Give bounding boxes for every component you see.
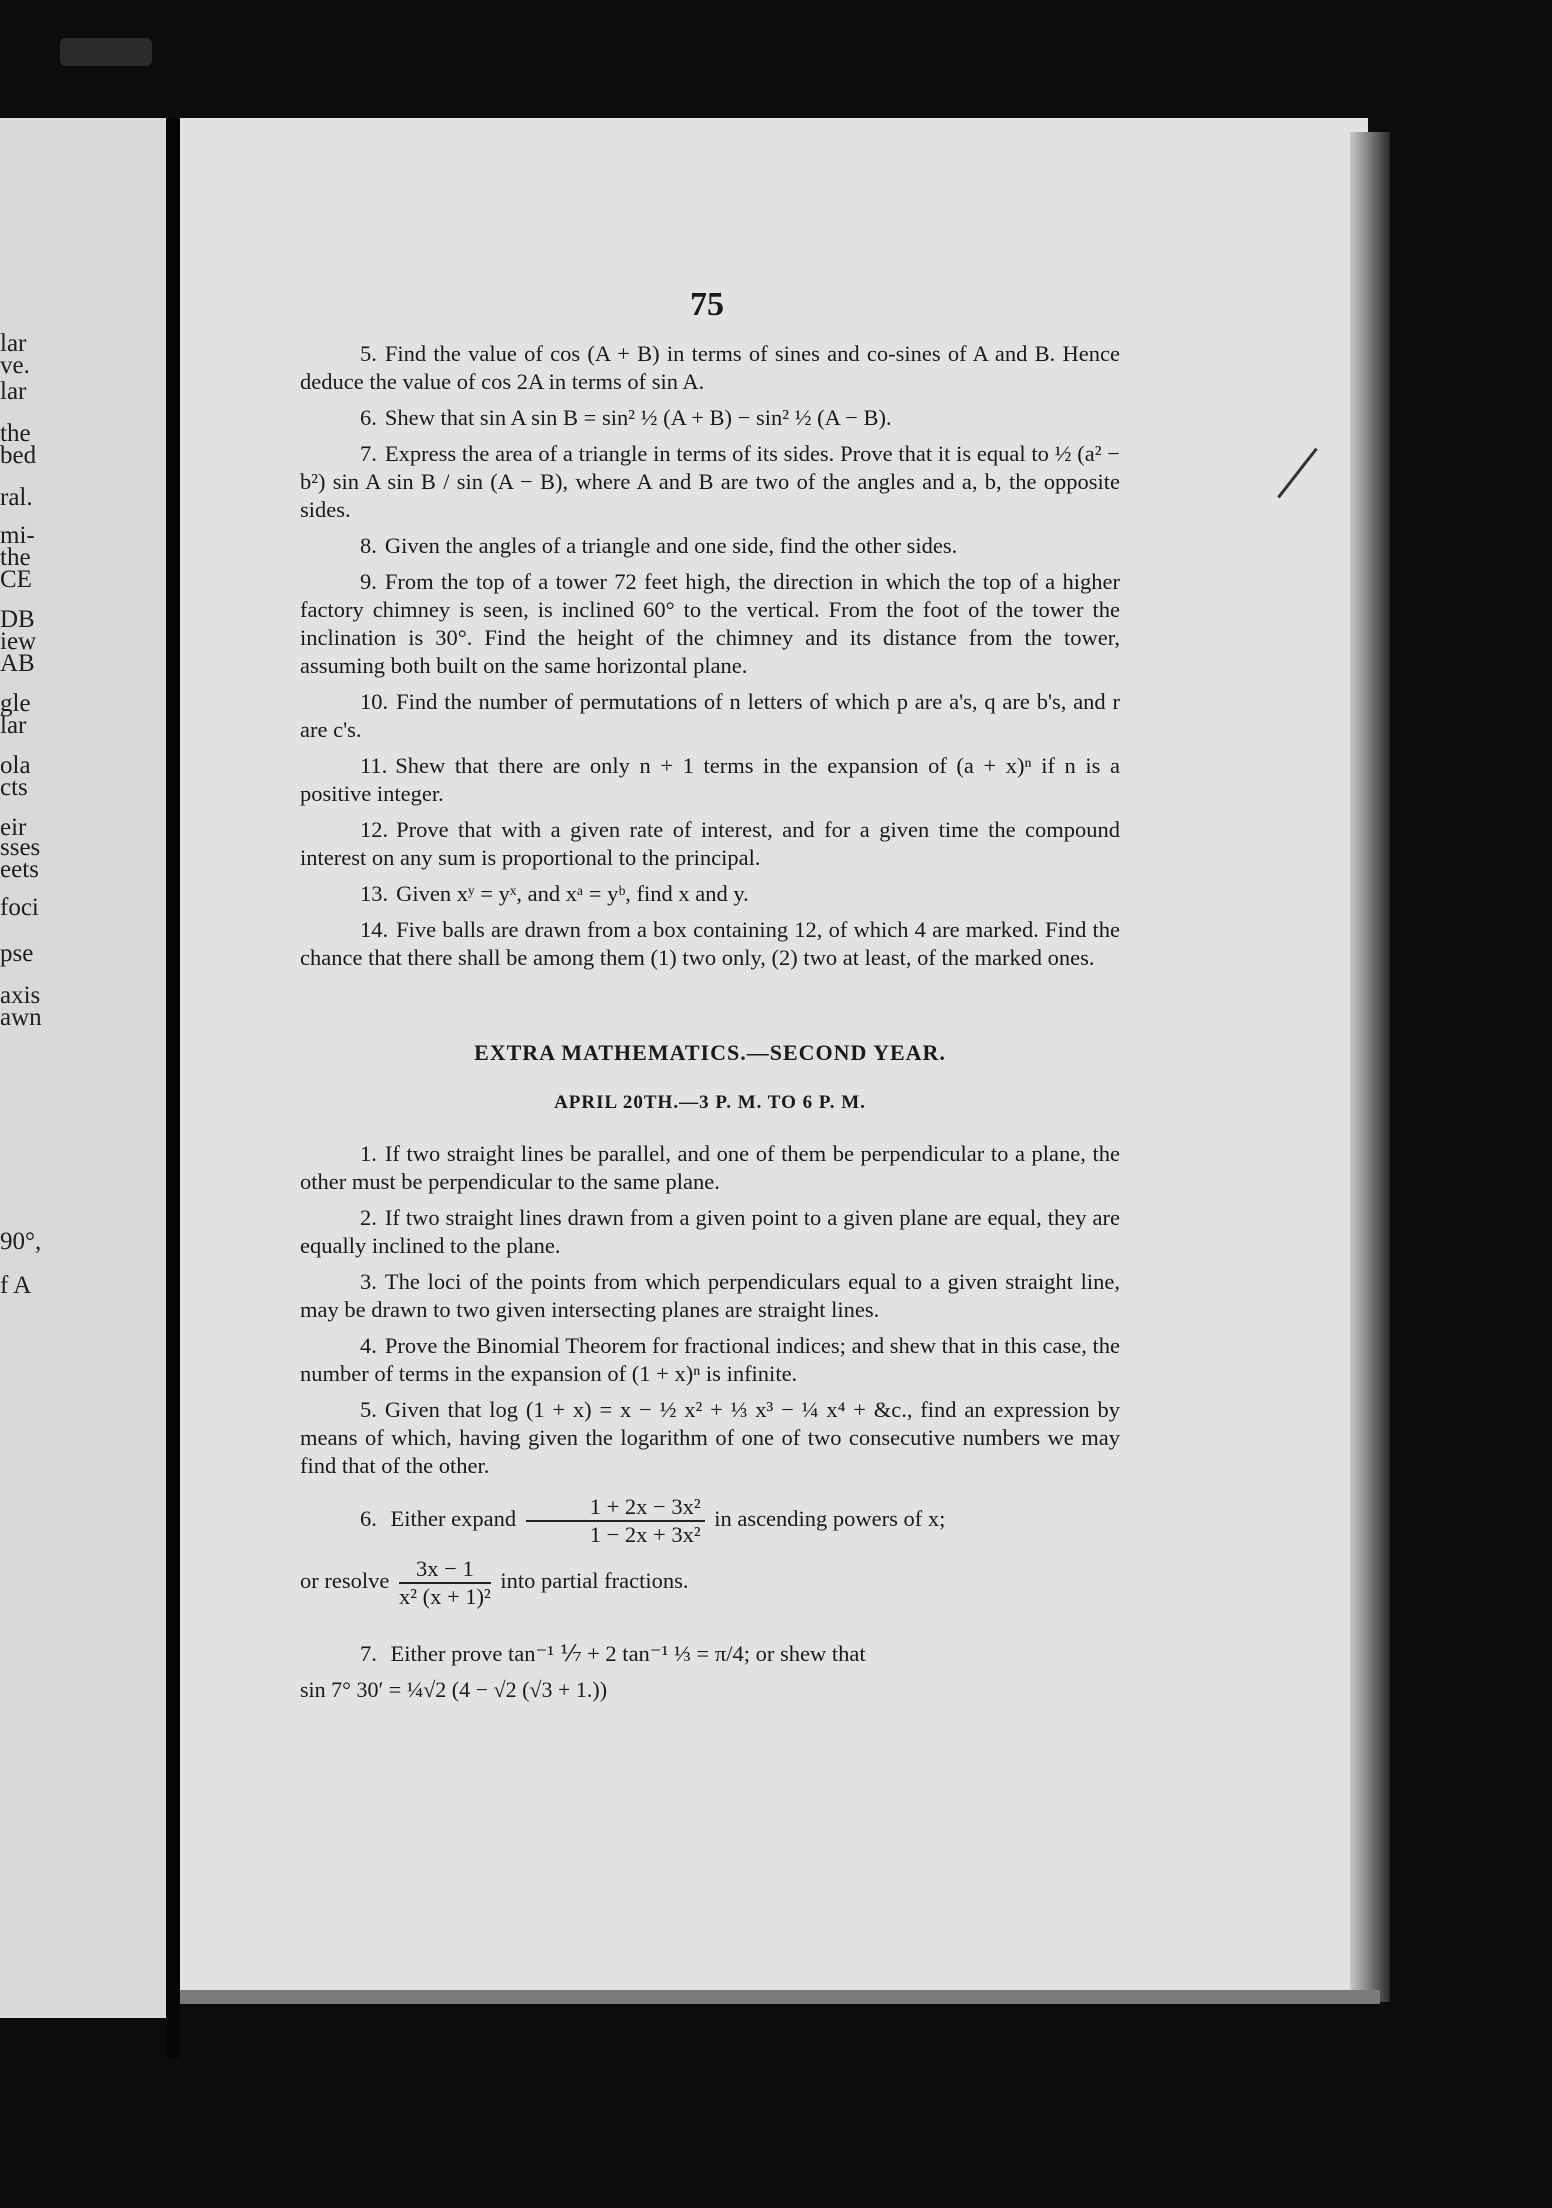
question-6 (300, 1494, 1120, 1548)
question-6-or-tail: into partial fractions. (500, 1568, 689, 1594)
left-page-text-fragment: lar (0, 378, 27, 405)
question-number: 14. (360, 917, 389, 942)
left-page-text-fragment: lar (0, 712, 27, 739)
question-text: Given xʸ = yˣ, and xᵃ = yᵇ, find x and y. (396, 881, 749, 906)
question-7-formula: sin 7° 30′ = ¼√2 (4 − √2 (√3 + 1.)) (300, 1677, 608, 1702)
question-number: 3. (360, 1269, 377, 1294)
question-text: Shew that there are only n + 1 terms in the expansion of (a + x)ⁿ if n is a positive integer. (300, 753, 1120, 806)
left-page-text-fragment: cts (0, 774, 28, 801)
left-page-text-fragment: bed (0, 442, 37, 469)
question-6-or: or resolve (300, 1568, 390, 1594)
question-text: Find the value of cos (A + B) in terms of sines and co-sines of A and B. Hence deduce the value of cos 2A in terms of sin A. (300, 341, 1120, 394)
question-text: Prove that with a given rate of interest, and for a given time the compound interest on any sum is proportional to the principal. (300, 817, 1120, 870)
question-number: 11. (360, 753, 388, 778)
question-number: 6. (360, 1506, 377, 1532)
question-item (300, 816, 1120, 872)
book-spine (166, 118, 180, 2058)
question-number: 2. (360, 1205, 377, 1230)
question-item (300, 340, 1120, 396)
fraction-2-numerator: 3x − 1 (399, 1556, 491, 1584)
question-number: 12. (360, 817, 389, 842)
fraction-1-numerator: 1 + 2x − 3x² (526, 1494, 705, 1522)
page-edge (1350, 132, 1390, 2002)
page-bottom-edge (180, 1990, 1380, 2004)
question-number: 5. (360, 1397, 377, 1422)
left-page-text-fragment: pse (0, 940, 34, 967)
left-page-text-fragment: f A (0, 1272, 32, 1299)
question-number: 5. (360, 341, 377, 366)
page-body (300, 340, 1120, 1712)
left-page-text-fragment: DB (0, 606, 35, 633)
question-text: Prove the Binomial Theorem for fractional indices; and shew that in this case, the number of terms in the expansion of (1 + x)ⁿ is infinite. (300, 1333, 1120, 1386)
question-text: Given the angles of a triangle and one side, find the other sides. (384, 533, 958, 558)
question-text: Given that log (1 + x) = x − ½ x² + ⅓ x³ − ¼ x⁴ + &c., find an expression by means of which, having given the logarithm of one of two consecutive numbers we may find that of the other. (300, 1397, 1120, 1478)
question-number: 7. (360, 441, 377, 466)
question-text: Express the area of a triangle in terms of its sides. Prove that it is equal to ½ (a² − b²) sin A sin B / sin (A − B), where A and B are two of the angles and a, b, the opposite sides. (300, 441, 1120, 522)
left-page-text-fragment: 90°, (0, 1228, 42, 1255)
question-item (300, 1204, 1120, 1260)
fraction-1-denominator: 1 − 2x + 3x² (589, 1522, 701, 1547)
question-number: 7. (360, 1641, 377, 1666)
left-page-text-fragment: foci (0, 894, 39, 921)
question-list-part1 (300, 340, 1120, 972)
left-page-text-fragment: mi- (0, 522, 35, 549)
question-number: 9. (360, 569, 377, 594)
question-item (300, 1268, 1120, 1324)
question-list-part2 (300, 1140, 1120, 1480)
section-time: APRIL 20TH.—3 P. M. TO 6 P. M. (554, 1092, 866, 1113)
left-page-text-fragment: the (0, 544, 31, 571)
question-6-alt (300, 1556, 1120, 1610)
question-text: From the top of a tower 72 feet high, the direction in which the top of a higher factory chimney is seen, is inclined 60° to the vertical. From the foot of the tower the inclination is 30°. Find the height of the chimney and its distance from the tower, assuming both built on the same horizontal plane. (300, 569, 1120, 678)
left-page-text-fragment: gle (0, 690, 31, 717)
question-text: Shew that sin A sin B = sin² ½ (A + B) − sin² ½ (A − B). (384, 405, 892, 430)
question-number: 4. (360, 1333, 377, 1358)
left-page-text-fragment: ral. (0, 484, 33, 511)
left-page-text-fragment: CE (0, 566, 32, 593)
question-text: If two straight lines be parallel, and one of them be perpendicular to a plane, the other must be perpendicular to the same plane. (300, 1141, 1120, 1194)
question-number: 6. (360, 405, 377, 430)
left-page-text-fragment: AB (0, 650, 35, 677)
fraction-2-denominator: x² (x + 1)² (398, 1584, 491, 1609)
left-page-text-fragment: eets (0, 856, 39, 883)
left-page-text-fragment: the (0, 420, 31, 447)
question-item (300, 1332, 1120, 1388)
question-number: 8. (360, 533, 377, 558)
left-page-text-fragment: ola (0, 752, 31, 779)
left-page-text-fragment: awn (0, 1004, 42, 1031)
question-text: The loci of the points from which perpendiculars equal to a given straight line, may be drawn to two given intersecting planes are straight lines. (300, 1269, 1120, 1322)
question-item (300, 1140, 1120, 1196)
question-item (300, 880, 1120, 908)
left-page-fragment (0, 118, 168, 2018)
question-6-tail: in ascending powers of x; (714, 1506, 946, 1532)
fraction-1 (526, 1494, 705, 1548)
fraction-2 (399, 1556, 491, 1610)
question-number: 10. (360, 689, 389, 714)
left-page-text-fragment: axis (0, 982, 41, 1009)
corner-smudge (60, 38, 152, 66)
question-7 (300, 1640, 1120, 1668)
question-number: 1. (360, 1141, 377, 1166)
page-number: 75 (690, 286, 724, 323)
question-text: If two straight lines drawn from a given point to a given plane are equal, they are equally inclined to the plane. (300, 1205, 1120, 1258)
left-page-text-fragment: sses (0, 834, 41, 861)
question-item (300, 404, 1120, 432)
question-item (300, 752, 1120, 808)
question-item (300, 1396, 1120, 1480)
question-item (300, 688, 1120, 744)
question-text: Five balls are drawn from a box containing 12, of which 4 are marked. Find the chance that there shall be among them (1) two only, (2) two at least, of the marked ones. (300, 917, 1120, 970)
question-item (300, 532, 1120, 560)
left-page-text-fragment: iew (0, 628, 37, 655)
left-page-text-fragment: ve. (0, 352, 30, 379)
question-item (300, 916, 1120, 972)
question-number: 13. (360, 881, 389, 906)
section-title: EXTRA MATHEMATICS.—SECOND YEAR. (474, 1040, 946, 1065)
left-page-text-fragment: lar (0, 330, 27, 357)
question-6-lead: Either expand (390, 1506, 517, 1532)
question-text: Find the number of permutations of n letters of which p are a's, q are b's, and r are c's. (300, 689, 1120, 742)
question-7-line1: Either prove tan⁻¹ ⅐ + 2 tan⁻¹ ⅓ = π/4; or shew that (390, 1641, 866, 1666)
question-item (300, 568, 1120, 680)
left-page-text-fragment: eir (0, 814, 27, 841)
question-item (300, 440, 1120, 524)
